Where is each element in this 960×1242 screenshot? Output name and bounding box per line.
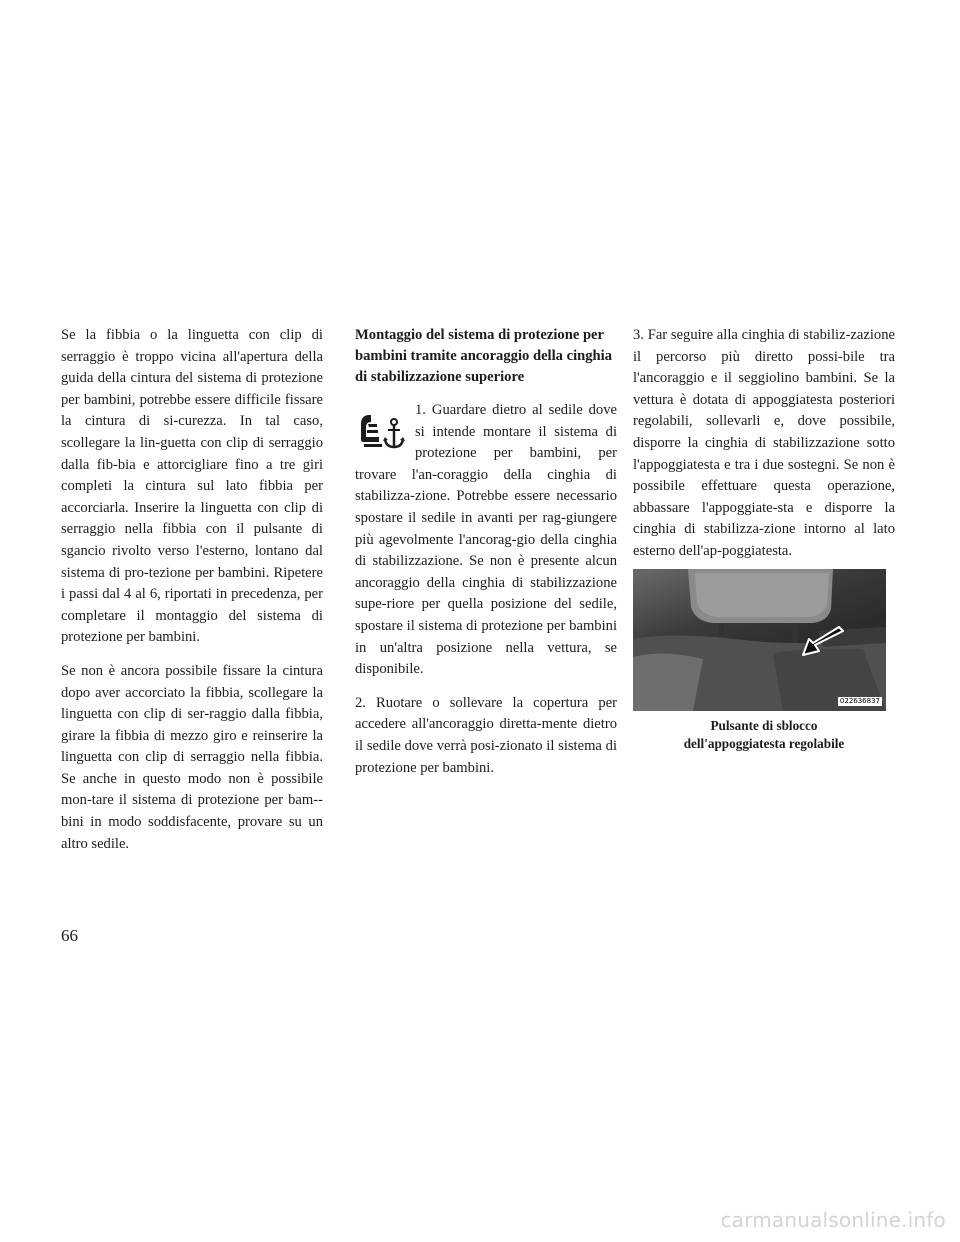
child-seat-anchor-icon (355, 410, 407, 456)
caption-line-2: dell'appoggiatesta regolabile (683, 735, 845, 751)
step-1-text: 1. Guardare dietro al sedile dove si intende montare il sistema di protezione per bambini, per trovare l'an-coraggio della cinghia di stabilizza-zione. Potrebbe essere necessario spostare il sedile in avanti per rag-giungere più agevolmente l'ancorag-gio della cinghia di stabilizzazione. Se non è presente alcun ancoraggio della cinghia di stabilizzazione supe-riore per quella posizione del sedile, spostare il sistema di protezione per bambini in un'altra posizione nella vettura, se disponibile. (355, 402, 617, 678)
column-1 (61, 325, 323, 867)
column-2 (355, 325, 617, 791)
step-2-text: 2. Ruotare o sollevare la copertura per accedere all'ancoraggio diretta-mente dietro il sedile dove verrà posi-zionato il sistema di protezione per bambini. (355, 694, 617, 776)
section-heading: Montaggio del sistema di protezione per bambini tramite ancoraggio della cinghia di stabilizzazione superiore (355, 327, 613, 385)
paragraph-buckle-too-close: Se la fibbia o la linguetta con clip di serraggio è troppo vicina all'apertura della guida della cintura del sistema di protezione per bambini, potrebbe essere difficile fissare la cintura di si-curezza. In tal caso, scollegare la lin-guetta con clip di serraggio dalla fib-bia e attorcigliare fino a tre giri completi la cintura sul lato fibbia per accorciarla. Inserire la linguetta con clip di serraggio nella fibbia con il pulsante di sgancio rivolto verso l'esterno, lontano dal sistema di pro-tezione per bambini. Ripetere i passi dal 4 al 6, riportati in precedenza, per completare il montaggio del sistema di protezione per bambini. (61, 327, 323, 646)
paragraph-try-another-seat: Se non è ancora possibile fissare la cintura dopo aver accorciato la fibbia, scollegare la linguetta con clip di ser-raggio dalla fibbia, girare la fibbia di mezzo giro e reinserire la linguetta con clip di serraggio nella fibbia. Se anche in questo modo non è possibile mon-tare il sistema di protezione per bam-bini in modo soddisfacente, provare su un altro sedile. (61, 662, 323, 852)
photo-code: 022636837 (839, 696, 880, 705)
caption-line-1: Pulsante di sblocco (710, 717, 818, 733)
watermark: carmanualsonline.info (720, 1208, 946, 1232)
step-3-text: 3. Far seguire alla cinghia di stabiliz-zazione il percorso più diretto possi-bile tra l'ancoraggio e il seggiolino bambini. Se la vettura è dotata di appoggiatesta posteriori regolabili, sollevarli e, dove possibile, disporre la cinghia di stabilizzazione sotto l'appoggiatesta e tra i due sostegni. Se non è possibile effettuare questa operazione, abbassare l'appoggiate-sta e disporre la cinghia di stabilizza-zione intorno al lato esterno dell'ap-poggiatesta. (633, 327, 895, 559)
column-3 (633, 325, 895, 753)
photo-caption (633, 717, 895, 753)
headrest-release-photo (633, 569, 886, 711)
page-number: 66 (61, 926, 78, 945)
